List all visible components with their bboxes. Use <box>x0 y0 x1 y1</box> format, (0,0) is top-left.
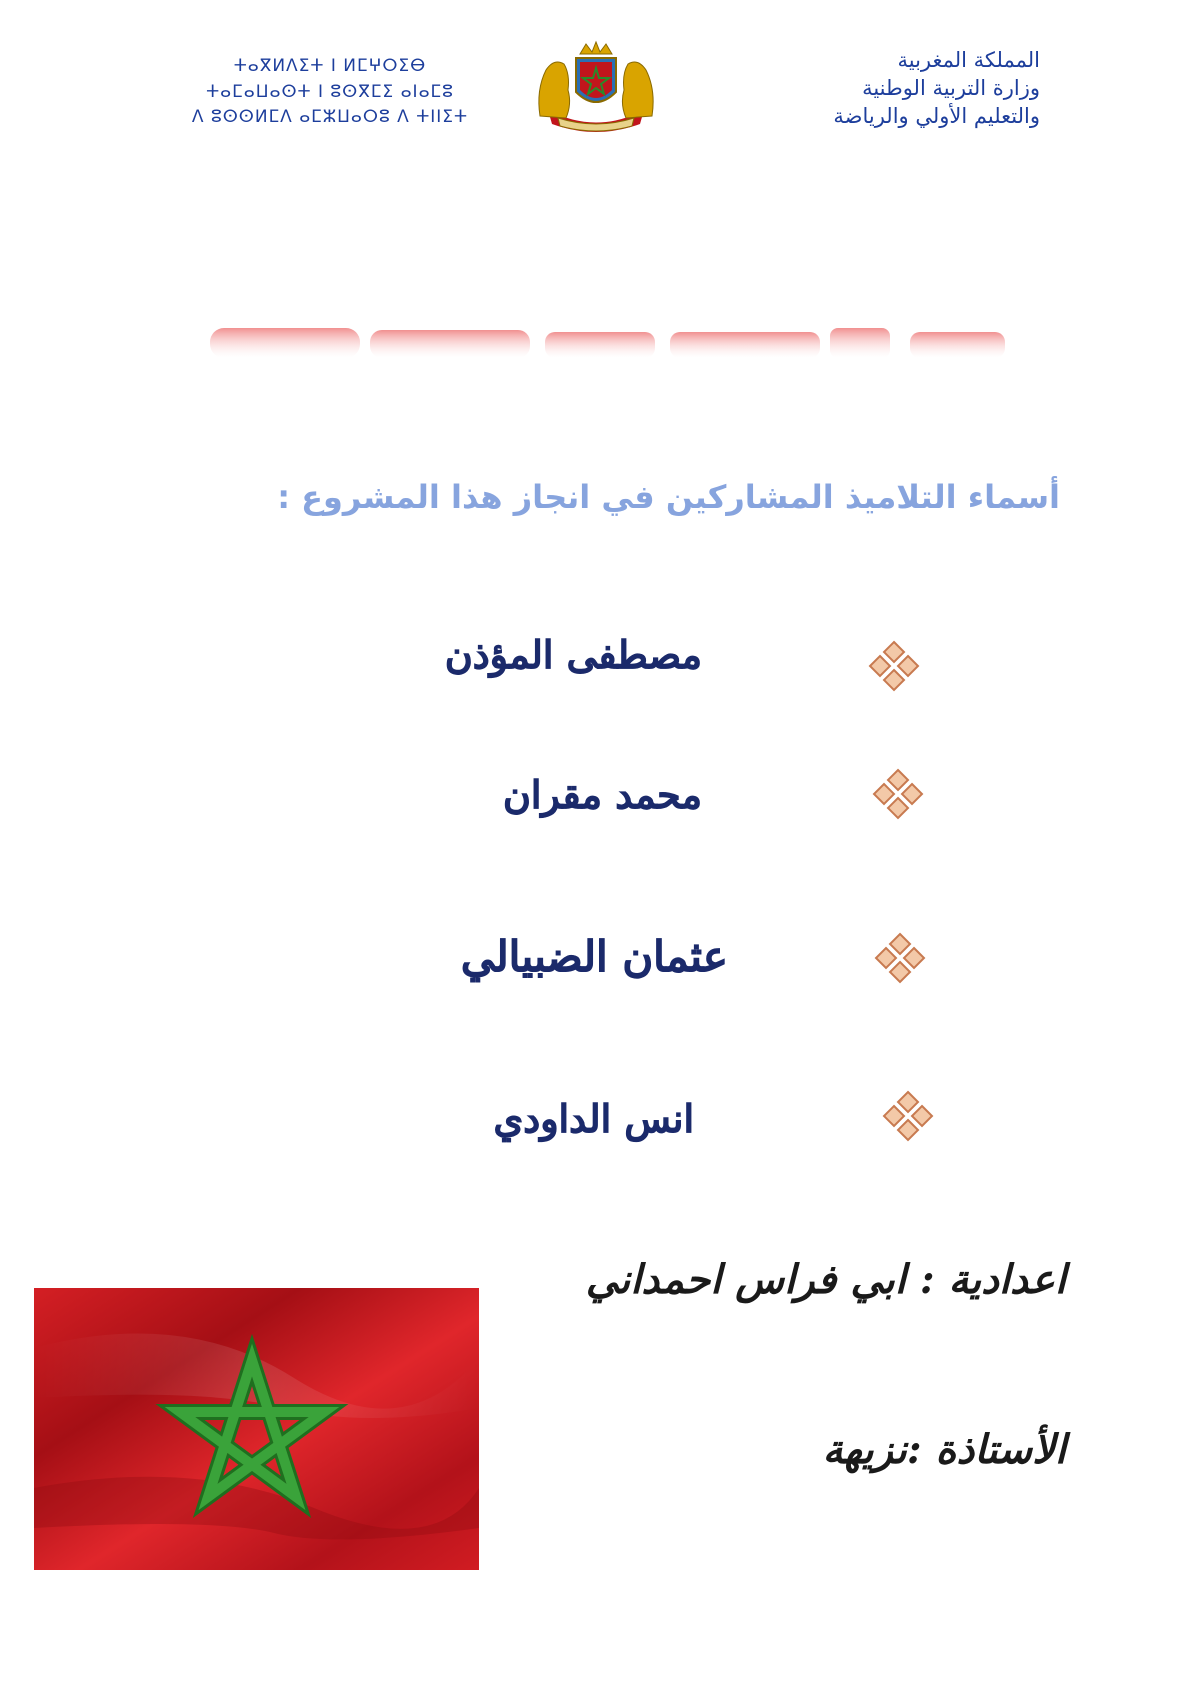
student-name: انس الداودي <box>493 1096 694 1141</box>
diamond-cluster-icon <box>864 640 924 692</box>
diamond-cluster-icon <box>878 1090 938 1142</box>
student-name: مصطفى المؤذن <box>444 632 702 677</box>
students-heading: أسماء التلاميذ المشاركين في انجاز هذا المشروع : <box>277 478 1060 516</box>
arabic-header-line-2: وزارة التربية الوطنية <box>862 76 1040 100</box>
tifinagh-line-2: ⵜⴰⵎⴰⵡⴰⵙⵜ ⵏ ⵓⵙⴳⵎⵉ ⴰⵏⴰⵎⵓ <box>206 82 454 102</box>
arabic-header-line-3: والتعليم الأولي والرياضة <box>833 104 1040 128</box>
faded-title-graphic <box>210 318 1010 364</box>
student-name: عثمان الضبيالي <box>460 932 728 981</box>
arabic-header-line-1: المملكة المغربية <box>897 48 1040 72</box>
moroccan-flag-icon <box>34 1288 479 1570</box>
moroccan-coat-of-arms-icon <box>528 40 664 132</box>
teacher-name: الأستاذة :نزيهة <box>822 1426 1066 1473</box>
diamond-cluster-icon <box>868 768 928 820</box>
tifinagh-line-3: ⴷ ⵓⵙⵙⵍⵎⴷ ⴰⵎⵣⵡⴰⵔⵓ ⴷ ⵜⵏⵏⵉⵜ <box>191 107 469 127</box>
tifinagh-line-1: ⵜⴰⴳⵍⴷⵉⵜ ⵏ ⵍⵎⵖⵔⵉⴱ <box>233 56 427 76</box>
school-name: اعدادية : ابي فراس احمداني <box>585 1256 1066 1303</box>
diamond-cluster-icon <box>870 932 930 984</box>
student-name: محمد مقران <box>502 772 702 817</box>
